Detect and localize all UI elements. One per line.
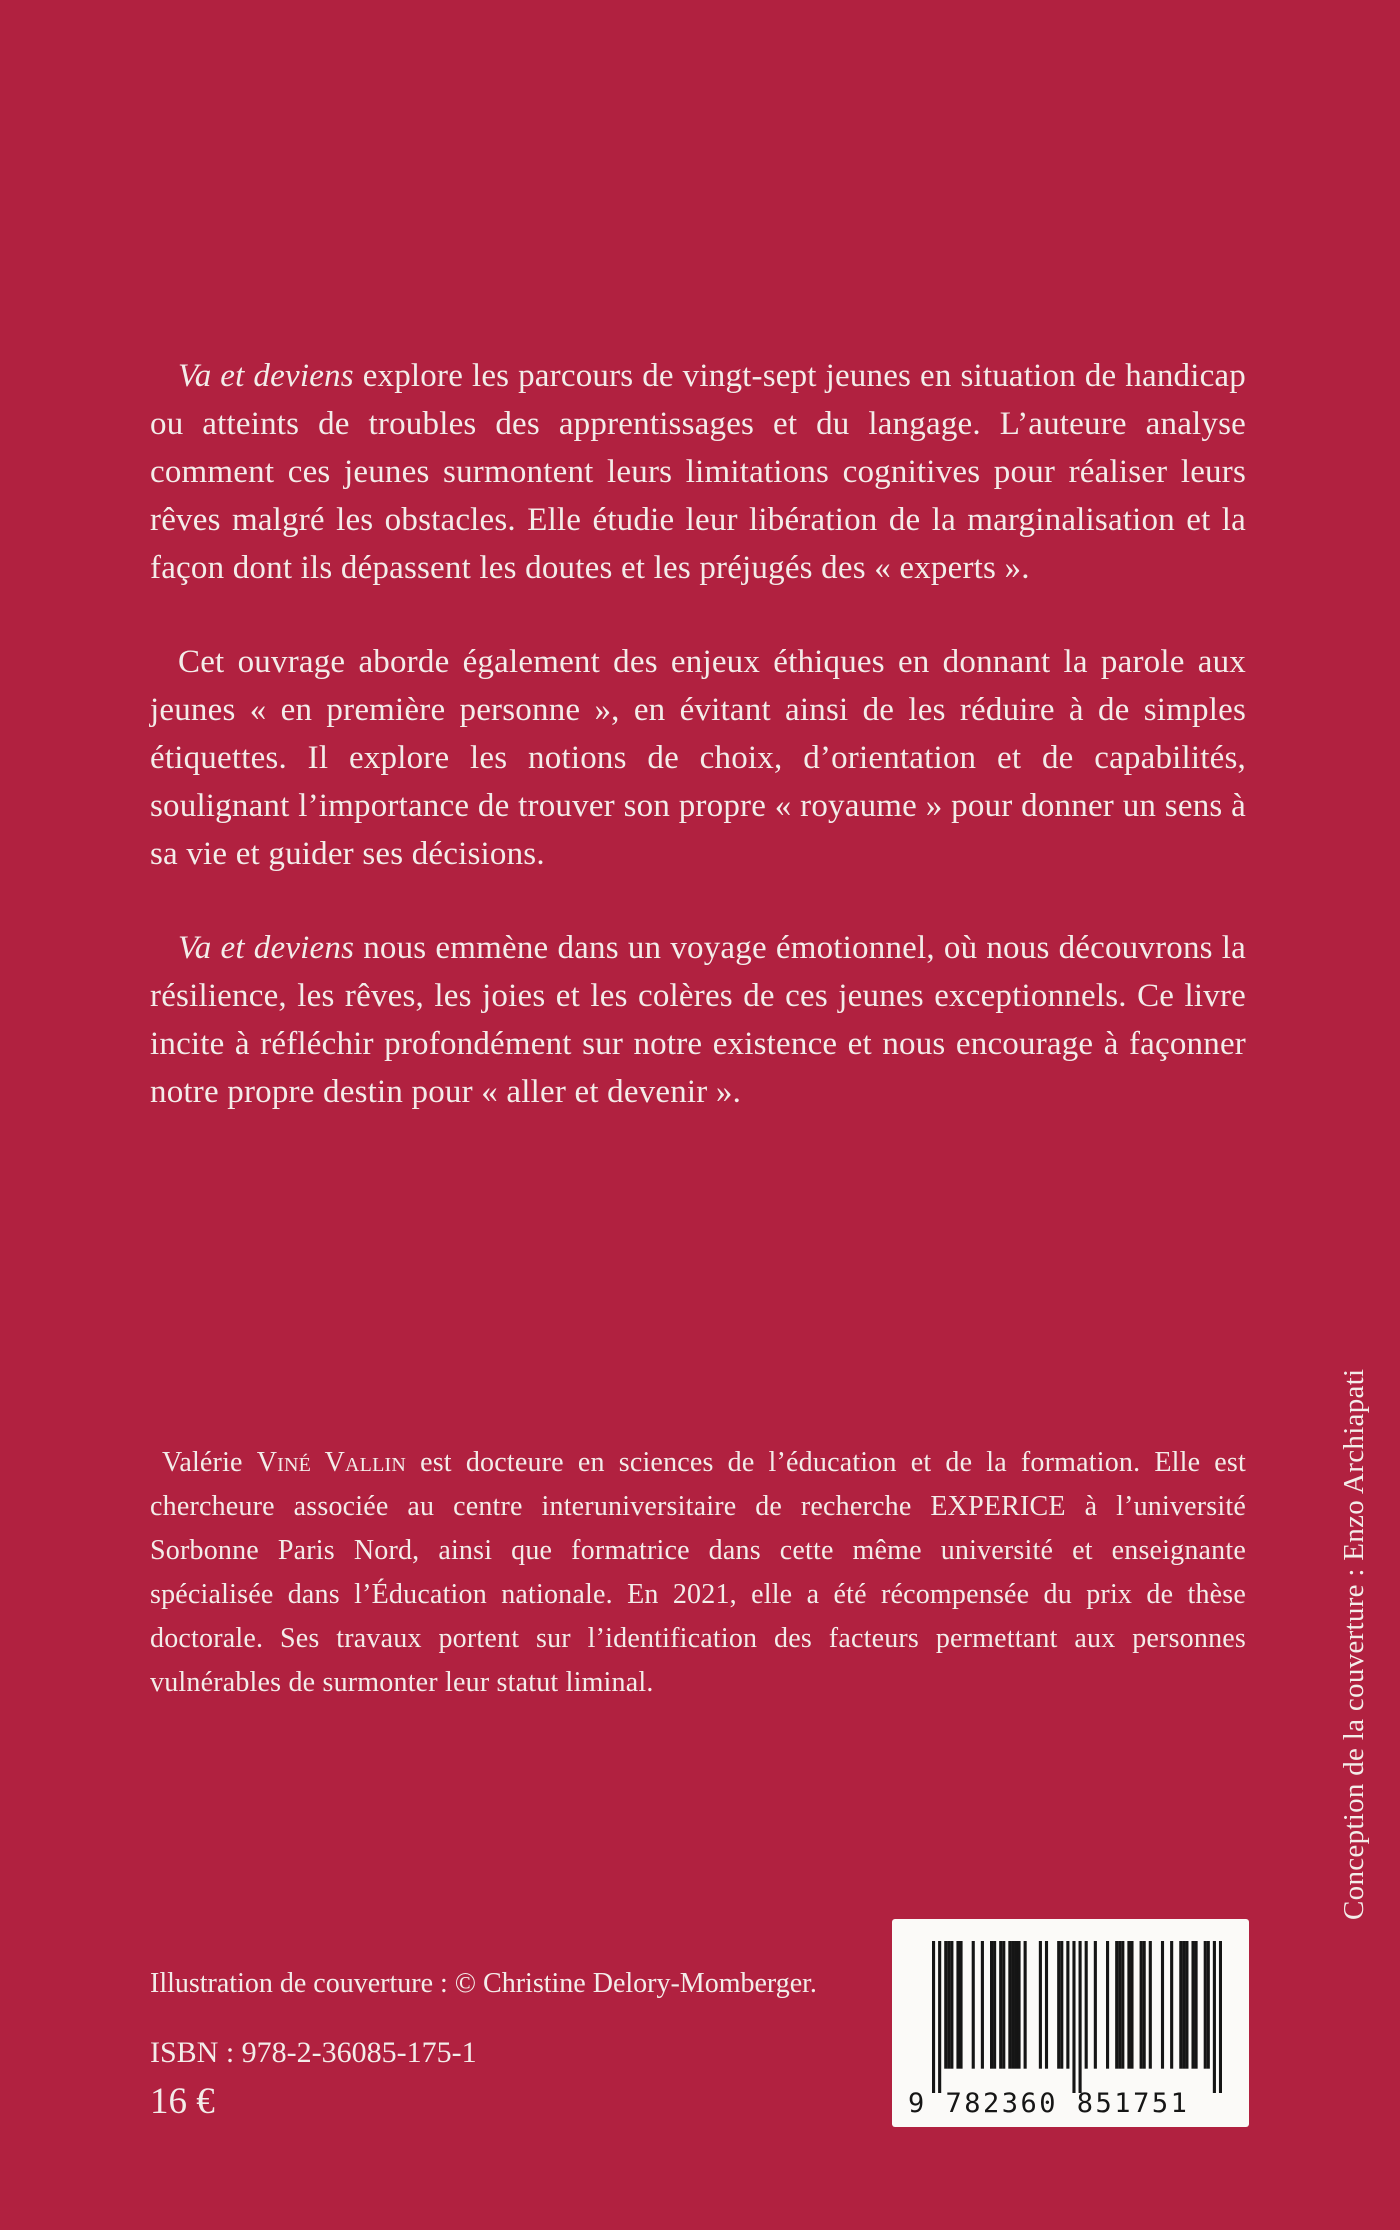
synopsis-paragraph-1 <box>150 352 1246 592</box>
isbn: ISBN : 978-2-36085-175-1 <box>150 2036 477 2069</box>
price: 16 € <box>150 2081 215 2122</box>
synopsis-paragraph-1-text: explore les parcours de vingt-sept jeunes en situation de handicap ou atteints de troubles des apprentissages et du langage. L’auteure analyse comment ces jeunes surmontent leurs limitations cognitives pour réaliser leurs rêves malgré les obstacles. Elle étudie leur libération de la marginalisation et la façon dont ils dépassent les doutes et les préjugés des « experts ». <box>150 358 1246 586</box>
barcode-bars-icon <box>932 1941 1222 2093</box>
author-first-name: Valérie <box>162 1447 257 1478</box>
barcode <box>892 1919 1249 2127</box>
barcode-number: 9 782360 851751 <box>908 2088 1190 2119</box>
synopsis-block <box>150 352 1246 1162</box>
cover-design-credit: Conception de la couverture : Enzo Archiapati <box>1338 1368 1370 1920</box>
book-title-italic: Va et deviens <box>178 358 354 394</box>
illustration-credit: Illustration de couverture : © Christine Delory-Momberger. <box>150 1968 817 1999</box>
synopsis-paragraph-2-text: Cet ouvrage aborde également des enjeux éthiques en donnant la parole aux jeunes « en première personne », en évitant ainsi de les réduire à de simples étiquettes. Il explore les notions de choix, d’orientation et de capabilités, soulignant l’importance de trouver son propre « royaume » pour donner un sens à sa vie et guider ses décisions. <box>150 644 1246 872</box>
synopsis-paragraph-3-text: nous emmène dans un voyage émotionnel, où nous découvrons la résilience, les rêves, les joies et les colères de ces jeunes exceptionnels. Ce livre incite à réfléchir profondément sur notre existence et nous encourage à façonner notre propre destin pour « aller et devenir ». <box>150 930 1246 1110</box>
author-bio-text: est docteure en sciences de l’éducation et de la formation. Elle est chercheure associée au centre interuniversitaire de recherche EXPERICE à l’université Sorbonne Paris Nord, ainsi que formatrice dans cette même université et enseignante spécialisée dans l’Éducation nationale. En 2021, elle a été récompensée du prix de thèse doctorale. Ses travaux portent sur l’identification des facteurs permettant aux personnes vulnérables de surmonter leur statut liminal. <box>150 1447 1247 1698</box>
synopsis-paragraph-2 <box>150 638 1246 878</box>
synopsis-paragraph-3 <box>150 924 1246 1116</box>
author-bio <box>150 1441 1246 1705</box>
author-last-name: Viné Vallin <box>256 1447 407 1478</box>
book-title-italic: Va et deviens <box>178 930 355 966</box>
